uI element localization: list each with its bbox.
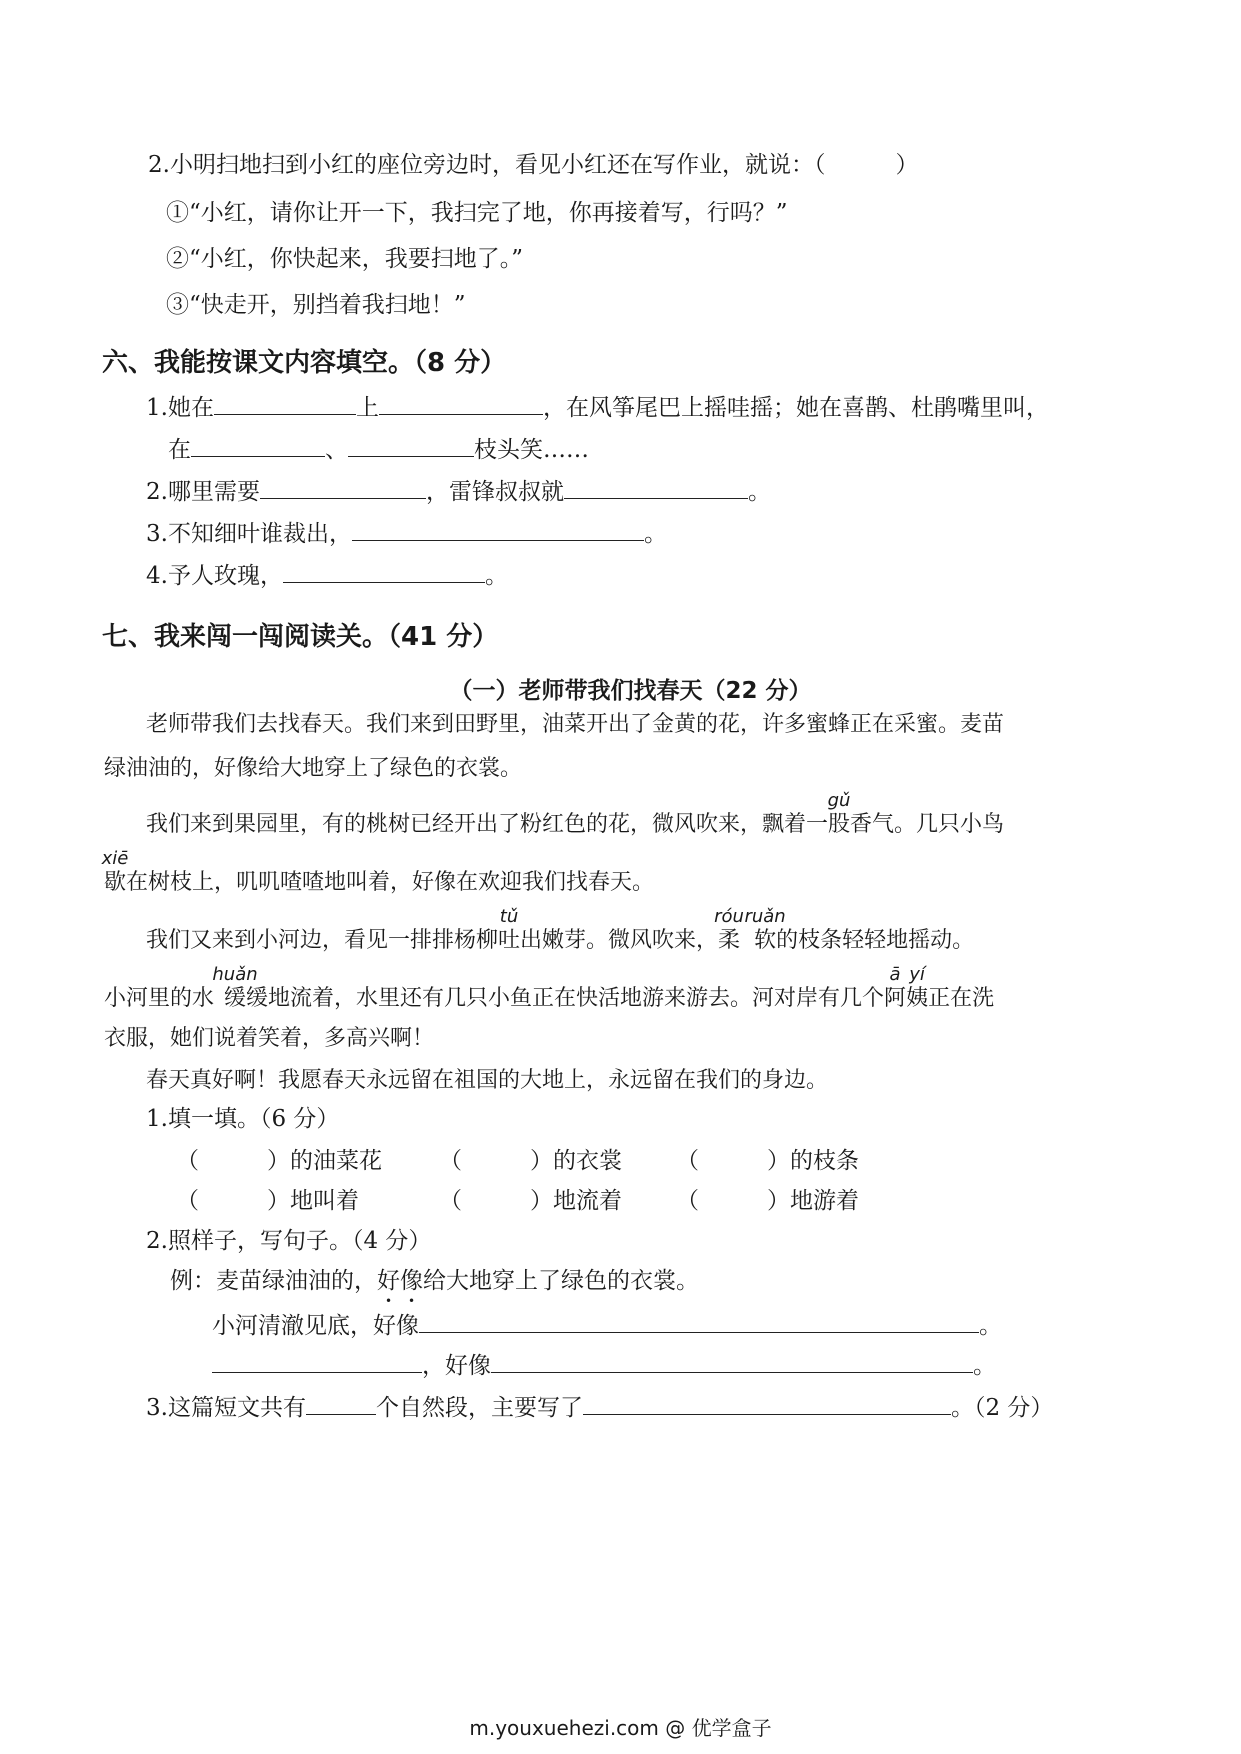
pinyin-annotation: yí xyxy=(909,964,925,985)
answer-blank[interactable] xyxy=(419,1308,979,1333)
ruby-base: 缓 xyxy=(224,986,247,1011)
s6-q1-text-a: 1.她在 xyxy=(146,395,214,421)
prompt-text: ，好像 xyxy=(422,1353,491,1379)
answer-blank[interactable] xyxy=(306,1390,376,1415)
pinyin-annotation: ā xyxy=(889,964,901,985)
prompt-text: 小河清澈见底，好像 xyxy=(212,1313,419,1339)
fill-item-label: ）地叫着 xyxy=(267,1188,359,1214)
passage-text: 的枝条轻轻地摇动。 xyxy=(776,928,975,953)
passage-text: 小河里的水 xyxy=(104,986,215,1011)
s6-q1-line2 xyxy=(168,432,589,465)
passage-p1-line2: 绿油油的，好像给大地穿上了绿色的衣裳。 xyxy=(104,756,523,781)
fill-item-label: ）的枝条 xyxy=(767,1148,859,1174)
paren-open: （ xyxy=(439,1188,462,1214)
passage-p2-line2 xyxy=(101,848,655,898)
s7-q2-line1 xyxy=(212,1308,1002,1341)
fill-item-label: ）的衣裳 xyxy=(530,1148,622,1174)
s6-q2-text-a: 2.哪里需要 xyxy=(146,479,260,505)
s6-q2-line xyxy=(146,474,771,507)
passage-text: 缓地流着，水里还有几只小鱼正在快活地游来游去。河对岸有几个 xyxy=(246,986,885,1011)
s6-q1-text-d: 在 xyxy=(168,437,191,463)
paren-open: （ xyxy=(176,1188,199,1214)
fill-item-label: ）的油菜花 xyxy=(267,1148,382,1174)
prompt-text: 。 xyxy=(973,1353,996,1379)
ruby-char xyxy=(884,964,907,1014)
s7-q3-line xyxy=(146,1390,1053,1423)
ruby-char xyxy=(101,848,129,898)
q3-text-a: 3.这篇短文共有 xyxy=(146,1395,306,1421)
paren-open: （ xyxy=(676,1148,699,1174)
example-keyword: 好像 xyxy=(377,1268,423,1294)
s6-q1-text-f: 枝头笑…… xyxy=(474,437,589,463)
example-text: 例：麦苗绿油油的， xyxy=(170,1268,377,1294)
ruby-base: 股 xyxy=(828,812,851,837)
page-footer-watermark: m.youxuehezi.com @ 优学盒子 xyxy=(469,1716,772,1740)
section-6-title: 六、我能按课文内容填空。（8 分） xyxy=(102,348,507,378)
answer-blank[interactable] xyxy=(283,558,485,583)
pinyin-annotation: tǔ xyxy=(499,906,519,927)
pinyin-annotation: ruǎn xyxy=(744,906,786,927)
s7-q1-row1 xyxy=(176,1146,859,1176)
passage-text: 正在洗 xyxy=(928,986,995,1011)
answer-blank[interactable] xyxy=(491,1348,973,1373)
pinyin-annotation: huǎn xyxy=(212,964,258,985)
passage-p3-line1 xyxy=(146,906,975,956)
q5-2-stem xyxy=(148,150,918,180)
q3-text-b: 个自然段，主要写了 xyxy=(375,1395,583,1421)
fill-item-label: ）地游着 xyxy=(767,1188,859,1214)
answer-blank[interactable] xyxy=(352,516,644,541)
passage-p4-line1: 春天真好啊！我愿春天永远留在祖国的大地上，永远留在我们的身边。 xyxy=(146,1068,829,1093)
s7-q1-title: 1.填一填。（6 分） xyxy=(146,1106,340,1132)
passage-p3-line2 xyxy=(104,964,995,1014)
answer-blank[interactable] xyxy=(379,390,543,415)
example-text: 给大地穿上了绿色的衣裳。 xyxy=(423,1268,699,1294)
s6-q4-line xyxy=(146,558,508,591)
answer-blank[interactable] xyxy=(583,1390,951,1415)
pinyin-annotation: róu xyxy=(714,906,744,927)
s6-q1-text-c: ，在风筝尾巴上摇哇摇；她在喜鹊、杜鹃嘴里叫， xyxy=(542,395,1049,421)
paren-open: （ xyxy=(439,1148,462,1174)
s6-q4-text-a: 4.予人玫瑰， xyxy=(146,563,283,589)
q3-text-c: 。（2 分） xyxy=(950,1395,1054,1421)
passage-text: 我们来到果园里，有的桃树已经开出了粉红色的花，微风吹来，飘着一 xyxy=(146,812,829,837)
ruby-char xyxy=(744,906,786,956)
ruby-char xyxy=(906,964,929,1014)
ruby-base: 柔 xyxy=(718,928,741,953)
s6-q1-text-b: 上 xyxy=(355,395,379,421)
ruby-base: 吐 xyxy=(498,928,521,953)
answer-blank[interactable] xyxy=(214,390,356,415)
s6-q3-text-b: 。 xyxy=(643,521,667,547)
s7-q2-title: 2.照样子，写句子。（4 分） xyxy=(146,1228,432,1254)
answer-blank[interactable] xyxy=(212,1348,422,1373)
q5-2-stem-text: 2.小明扫地扫到小红的座位旁边时，看见小红还在写作业，就说：（ xyxy=(148,152,826,178)
s6-q1-text-e: 、 xyxy=(325,437,348,463)
s6-q1-line1 xyxy=(146,390,1049,423)
answer-blank[interactable] xyxy=(348,432,474,457)
passage-p1-line1: 老师带我们去找春天。我们来到田野里，油菜开出了金黄的花，许多蜜蜂正在采蜜。麦苗 xyxy=(146,712,1005,737)
q5-2-option-3: ③“快走开，别挡着我扫地！” xyxy=(166,292,466,318)
ruby-base: 歇 xyxy=(104,870,127,895)
passage-text: 我们又来到小河边，看见一排排杨柳 xyxy=(146,928,499,953)
ruby-char xyxy=(827,790,851,840)
s6-q3-text-a: 3.不知细叶谁裁出， xyxy=(146,521,352,547)
q5-2-option-1: ①“小红，请你让开一下，我扫完了地，你再接着写，行吗？” xyxy=(166,200,788,226)
passage-text: 香气。几只小鸟 xyxy=(850,812,1005,837)
prompt-text: 。 xyxy=(979,1313,1002,1339)
answer-blank[interactable] xyxy=(564,474,748,499)
q5-2-option-2: ②“小红，你快起来，我要扫地了。” xyxy=(166,246,524,272)
passage-text: 出嫩芽。微风吹来， xyxy=(520,928,719,953)
ruby-char xyxy=(212,964,258,1014)
s6-q4-text-b: 。 xyxy=(484,563,508,589)
ruby-base: 阿 xyxy=(884,986,907,1011)
paren-open: （ xyxy=(176,1148,199,1174)
passage-p3-line3: 衣服，她们说着笑着，多高兴啊！ xyxy=(104,1026,435,1051)
s6-q2-text-b: ，雷锋叔叔就 xyxy=(425,479,564,505)
s7-q2-example xyxy=(170,1266,699,1308)
ruby-char xyxy=(498,906,521,956)
s6-q3-line xyxy=(146,516,667,549)
ruby-base: 姨 xyxy=(906,986,929,1011)
paren-open: （ xyxy=(676,1188,699,1214)
passage-p2-line1 xyxy=(146,790,1005,840)
s6-q2-text-c: 。 xyxy=(747,479,771,505)
q5-2-answer-paren-close: ） xyxy=(895,152,919,178)
passage-title: （一）老师带我们找春天（22 分） xyxy=(449,678,812,704)
answer-blank[interactable] xyxy=(191,432,325,457)
fill-item-label: ）地流着 xyxy=(530,1188,622,1214)
answer-blank[interactable] xyxy=(260,474,426,499)
ruby-base: 软 xyxy=(754,928,777,953)
passage-text: 在树枝上，叽叽喳喳地叫着，好像在欢迎我们找春天。 xyxy=(126,870,655,895)
s7-q1-row2 xyxy=(176,1186,859,1216)
s7-q2-line2 xyxy=(212,1348,996,1381)
ruby-char xyxy=(714,906,744,956)
pinyin-annotation: gǔ xyxy=(827,790,851,811)
section-7-title: 七、我来闯一闯阅读关。（41 分） xyxy=(102,622,499,652)
pinyin-annotation: xiē xyxy=(101,848,129,869)
